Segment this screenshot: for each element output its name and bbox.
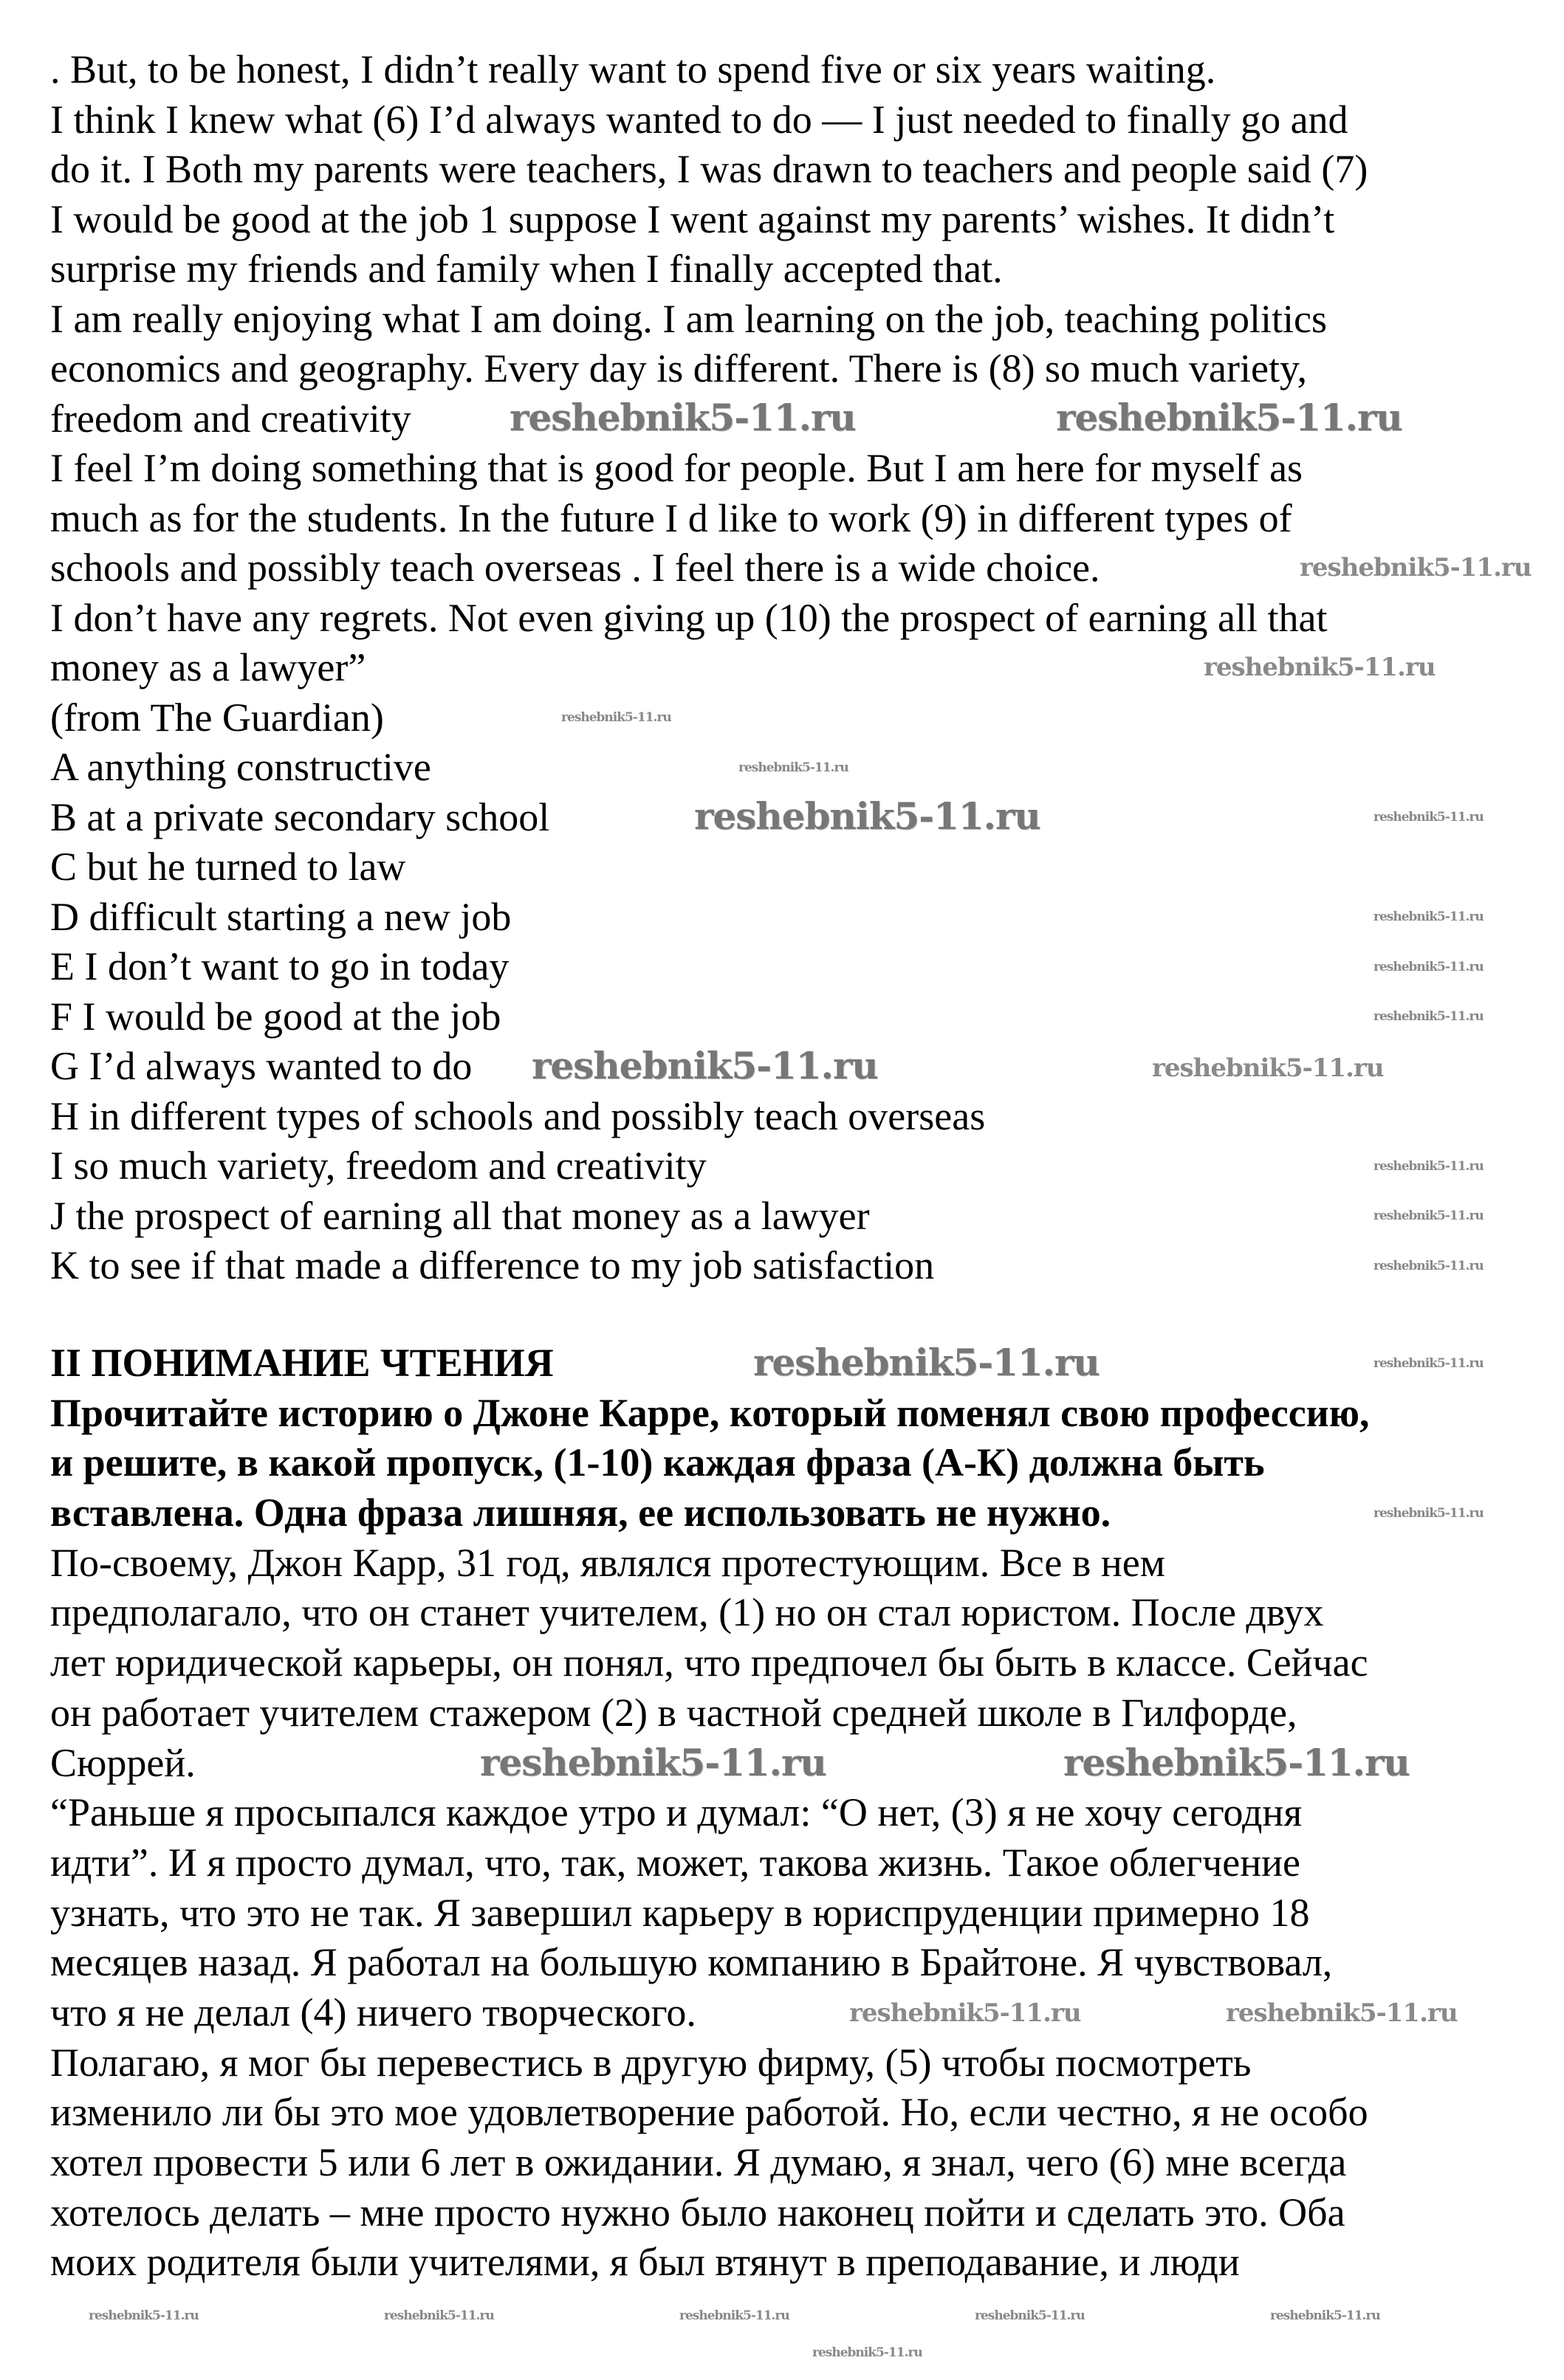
watermark: reshebnik5-11.ru <box>1152 1053 1384 1083</box>
text-line: schools and possibly teach overseas . I feel there is a wide choice. <box>50 546 1100 590</box>
text-line: что я не делал (4) ничего творческого. <box>50 1989 696 2035</box>
option-d: D difficult starting a new job <box>50 894 512 939</box>
text-line: лет юридической карьеры, он понял, что предпочел бы быть в классе. Сейчас <box>50 1640 1368 1685</box>
watermark: reshebnik5-11.ru <box>1270 2308 1380 2323</box>
source-line: (from The Guardian) <box>50 695 384 740</box>
text-line: economics and geography. Every day is different. There is (8) so much variety, <box>50 346 1307 391</box>
option-e: E I don’t want to go in today <box>50 944 510 988</box>
watermark: reshebnik5-11.ru <box>1373 810 1484 825</box>
text-line: I feel I’m doing something that is good for people. But I am here for myself as <box>50 446 1303 490</box>
watermark: reshebnik5-11.ru <box>1300 553 1532 582</box>
option-i: I so much variety, freedom and creativity <box>50 1143 707 1188</box>
watermark: reshebnik5-11.ru <box>480 1741 826 1784</box>
watermark: reshebnik5-11.ru <box>812 2345 922 2360</box>
watermark: reshebnik5-11.ru <box>510 396 856 439</box>
watermark: reshebnik5-11.ru <box>1373 1506 1484 1521</box>
watermark: reshebnik5-11.ru <box>1056 396 1402 439</box>
text-line: узнать, что это не так. Я завершил карьеру в юриспруденции примерно 18 <box>50 1890 1310 1935</box>
option-j: J the prospect of earning all that money as a lawyer <box>50 1193 870 1238</box>
text-line: изменило ли бы это мое удовлетворение работой. Но, если честно, я не особо <box>50 2090 1368 2135</box>
text-line: предполагало, что он станет учителем, (1) но он стал юристом. После двух <box>50 1590 1324 1635</box>
watermark: reshebnik5-11.ru <box>532 1044 878 1087</box>
text-line: “Раньше я просыпался каждое утро и думал: “О нет, (3) я не хочу сегодня <box>50 1790 1303 1835</box>
text-line: do it. I Both my parents were teachers, I was drawn to teachers and people said (7) <box>50 147 1368 191</box>
watermark: reshebnik5-11.ru <box>694 794 1040 838</box>
watermark: reshebnik5-11.ru <box>738 760 848 775</box>
option-h: H in different types of schools and possibly teach overseas <box>50 1093 986 1138</box>
watermark: reshebnik5-11.ru <box>1063 1741 1410 1784</box>
section-title: II ПОНИМАНИЕ ЧТЕНИЯ <box>50 1341 554 1385</box>
watermark: reshebnik5-11.ru <box>89 2308 199 2323</box>
text-line: I would be good at the job 1 suppose I went against my parents’ wishes. It didn’t <box>50 196 1335 241</box>
watermark: reshebnik5-11.ru <box>975 2308 1085 2323</box>
text-line: хотелось делать – мне просто нужно было наконец пойти и сделать это. Оба <box>50 2190 1345 2235</box>
watermark: reshebnik5-11.ru <box>1373 960 1484 974</box>
watermark: reshebnik5-11.ru <box>1373 1259 1484 1273</box>
watermark: reshebnik5-11.ru <box>1204 653 1436 682</box>
watermark: reshebnik5-11.ru <box>1373 909 1484 924</box>
text-line: much as for the students. In the future I d like to work (9) in different types of <box>50 495 1292 540</box>
text-line: money as a lawyer” <box>50 645 366 689</box>
watermark: reshebnik5-11.ru <box>384 2308 494 2323</box>
watermark: reshebnik5-11.ru <box>1373 1009 1484 1024</box>
text-line: I am really enjoying what I am doing. I am learning on the job, teaching politics <box>50 296 1328 341</box>
russian-section <box>50 1338 1534 2288</box>
watermark: reshebnik5-11.ru <box>1373 1159 1484 1174</box>
watermark: reshebnik5-11.ru <box>1226 1998 1458 2028</box>
watermark: reshebnik5-11.ru <box>561 710 671 725</box>
watermark: reshebnik5-11.ru <box>753 1341 1100 1384</box>
instruction-line: вставлена. Одна фраза лишняя, ее использовать не нужно. <box>50 1490 1111 1535</box>
text-line: freedom and creativity <box>50 396 411 441</box>
instruction-line: и решите, в какой пропуск, (1-10) каждая фраза (А-К) должна быть <box>50 1440 1265 1485</box>
text-line: Полагаю, я мог бы перевестись в другую фирму, (5) чтобы посмотреть <box>50 2040 1252 2085</box>
option-a: A anything constructive <box>50 745 431 789</box>
watermark: reshebnik5-11.ru <box>1373 1356 1484 1371</box>
text-line: I think I knew what (6) I’d always wanted to do — I just needed to finally go and <box>50 97 1348 142</box>
option-b: B at a private secondary school <box>50 794 550 839</box>
option-f: F I would be good at the job <box>50 994 501 1039</box>
text-line: моих родителя были учителями, я был втянут в преподавание, и люди <box>50 2240 1240 2285</box>
option-k: K to see if that made a difference to my job satisfaction <box>50 1243 935 1287</box>
text-line: Сюррей. <box>50 1740 196 1785</box>
watermark: reshebnik5-11.ru <box>1373 1208 1484 1223</box>
instruction-line: Прочитайте историю о Джоне Карре, который поменял свою профессию, <box>50 1390 1370 1435</box>
text-line: I don’t have any regrets. Not even giving up (10) the prospect of earning all that <box>50 595 1328 640</box>
text-line: идти”. И я просто думал, что, так, может, такова жизнь. Такое облегчение <box>50 1840 1301 1885</box>
text-line: хотел провести 5 или 6 лет в ожидании. Я думаю, я знал, чего (6) мне всегда <box>50 2140 1347 2184</box>
text-line: он работает учителем стажером (2) в частной средней школе в Гилфорде, <box>50 1690 1297 1735</box>
option-g: G I’d always wanted to do <box>50 1044 473 1088</box>
text-line: По-своему, Джон Карр, 31 год, являлся протестующим. Все в нем <box>50 1540 1165 1585</box>
text-line: месяцев назад. Я работал на большую компанию в Брайтоне. Я чувствовал, <box>50 1940 1333 1985</box>
text-line: . But, to be honest, I didn’t really want to spend five or six years waiting. <box>50 47 1216 92</box>
watermark: reshebnik5-11.ru <box>679 2308 789 2323</box>
option-c: C but he turned to law <box>50 845 406 889</box>
text-line: surprise my friends and family when I finally accepted that. <box>50 247 1003 291</box>
watermark: reshebnik5-11.ru <box>849 1998 1081 2028</box>
